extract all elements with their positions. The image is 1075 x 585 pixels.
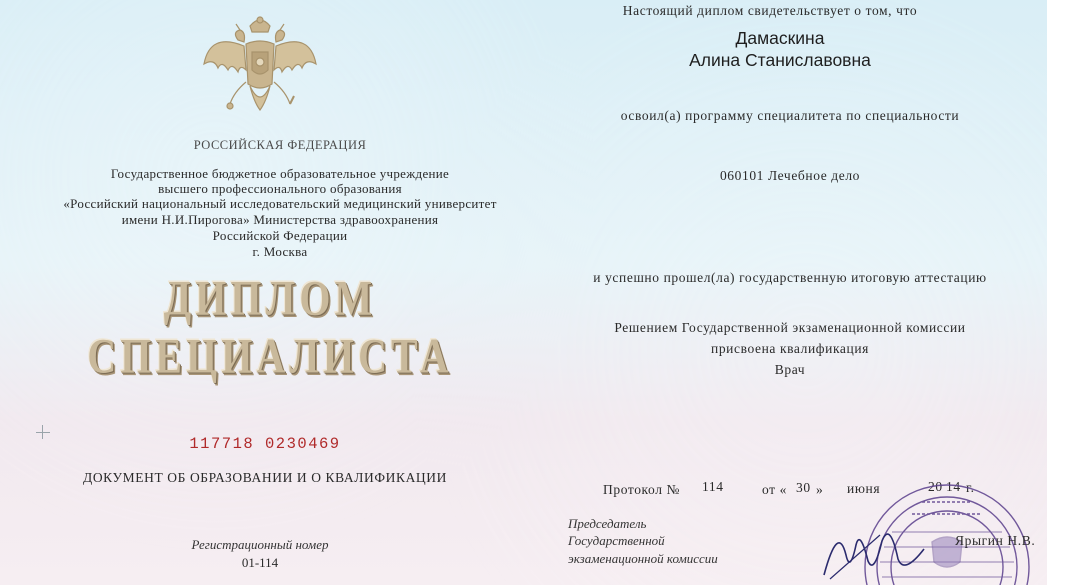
date-month: июня [847,481,881,496]
document-type: ДОКУМЕНТ ОБ ОБРАЗОВАНИИ И О КВАЛИФИКАЦИИ [83,470,447,485]
protocol-label: Протокол № [603,482,680,497]
date-day: 30 [796,480,811,495]
date-year-prefix: 20 [928,479,943,494]
date-year-suffix: 14 [946,479,961,494]
program-text: освоил(а) программу специалитета по специальности [620,108,960,123]
double-headed-eagle-emblem-icon [200,12,320,124]
protocol-number: 114 [702,479,724,494]
registration-number: 01-114 [241,555,279,570]
decision-line: присвоена квалификация [711,341,869,356]
institution-line: высшего профессионального образования [158,181,402,196]
certify-text: Настоящий диплом свидетельствует о том, что [622,3,918,18]
serial-number: 117718 0230469 [189,435,341,453]
crop-mark [42,425,43,439]
date-from: от « [762,482,787,497]
surname: Дамаскина [735,28,825,48]
chair-label-line: экзаменационной комиссии [568,551,718,566]
diploma-title-line1: ДИПЛОМ [163,269,377,326]
signature-scribble-icon [820,515,930,585]
institution-line: «Российский национальный исследовательский медицинский университет [63,196,497,211]
passed-text: и успешно прошел(ла) государственную итоговую аттестацию [593,270,987,285]
institution-line: имени Н.И.Пирогова» Министерства здравоохранения [121,212,439,227]
crop-mark [36,432,50,433]
decision-line: Решением Государственной экзаменационной комиссии [614,320,966,335]
registration-label: Регистрационный номер [191,537,329,552]
chair-label-line: Государственной [568,533,665,548]
page-edge [1047,0,1075,585]
country-name: РОССИЙСКАЯ ФЕДЕРАЦИЯ [193,138,367,152]
given-names: Алина Станиславовна [689,50,871,70]
chair-name: Ярыгин Н.В. [955,533,1036,548]
institution-line: Российской Федерации [212,228,348,243]
institution-line: Государственное бюджетное образовательное учреждение [110,166,450,181]
date-year-label: г. [966,480,975,495]
date-close: » [816,482,824,497]
diploma-title-line2: СПЕЦИАЛИСТА [87,327,453,384]
chair-label-line: Председатель [568,516,647,531]
qualification: Врач [774,362,806,377]
institution-line: г. Москва [252,244,308,259]
specialty: 060101 Лечебное дело [719,168,861,183]
